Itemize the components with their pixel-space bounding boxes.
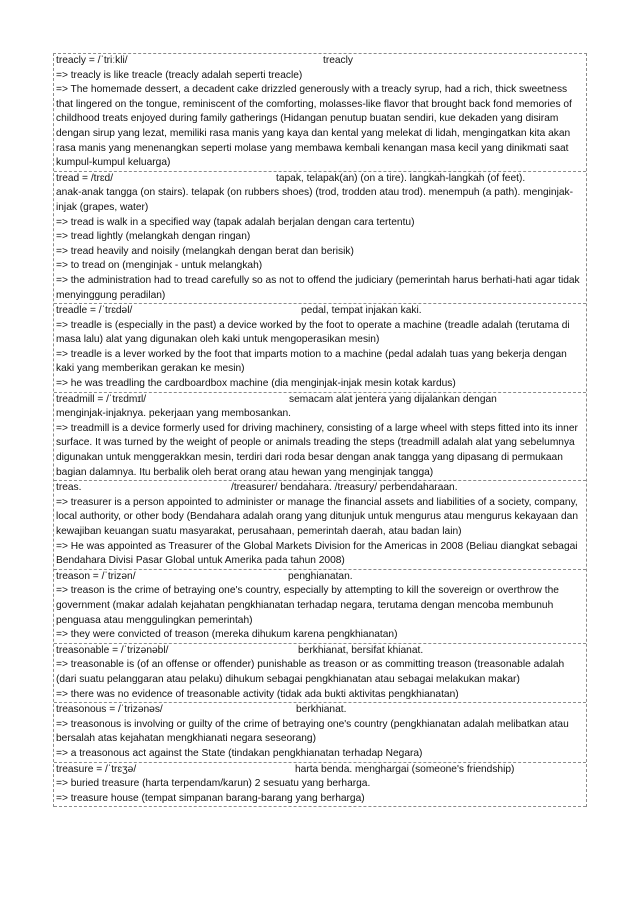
entry-term: treasonous = /ˈtrizənəs/ (56, 704, 163, 716)
entry-definition: /treasurer/ bendahara. /treasury/ perbendaharaan. (231, 482, 458, 494)
entry-header (56, 703, 584, 718)
entry-line: => treasonable is (of an offense or offender) punishable as treason or as committing treason (treasonable adalah (dari suatu pelanggaran atau pelaku) dihukum sebagai pengkhianatan atau sebagai melakukan makar) (56, 659, 565, 685)
entry-treacly (54, 54, 586, 172)
entry-header (56, 172, 584, 187)
entry-line: => tread is walk in a specified way (tapak adalah berjalan dengan cara tertentu) (56, 216, 415, 228)
entry-line: => He was appointed as Treasurer of the Global Markets Division for the Americas in 2008 (Beliau diangkat sebagai Bendahara Divisi Pasar Global untuk Amerika pada tahun 2008) (56, 540, 578, 567)
entry-term: treasure = /ˈtrɛʒə/ (56, 763, 137, 775)
entry-line: => there was no evidence of treasonable activity (tidak ada bukti aktivitas pengkhianatan) (56, 688, 459, 700)
entry-line: => treadle is (especially in the past) a device worked by the foot to operate a machine (treadle adalah (terutama di masa lalu) alat yang digunakan oleh kaki untuk mengoperasikan mesin) (56, 319, 570, 346)
entry-line: menginjak-injaknya. pekerjaan yang membosankan. (56, 408, 292, 420)
entry-treadle (54, 304, 586, 393)
entry-line: => a treasonous act against the State (tindakan pengkhianatan terhadap Negara) (56, 747, 423, 759)
entry-definition: pedal, tempat injakan kaki. (301, 305, 422, 317)
dictionary-document (53, 53, 587, 807)
entry-header (56, 393, 584, 408)
entry-line: => they were convicted of treason (mereka dihukum karena pengkhianatan) (56, 629, 398, 641)
entry-line: => treasure house (tempat simpanan barang-barang yang berharga) (56, 792, 365, 804)
entry-definition: berkhianat. (296, 704, 347, 716)
entry-treadmill (54, 393, 586, 482)
entry-term: tread = /trɛd/ (56, 172, 114, 184)
entry-treasure (54, 763, 586, 808)
entry-line: => treason is the crime of betraying one's country, especially by attempting to kill the sovereign or overthrow the government (makar adalah kejahatan pengkhianatan terhadap negara, terutama dengan mencoba membunuh penguasa atau menggulingkan pemerintah) (56, 585, 559, 626)
entry-header (56, 54, 584, 69)
entry-line: => tread lightly (melangkah dengan ringan) (56, 231, 251, 243)
entry-header (56, 481, 584, 496)
entry-term: treas. (56, 482, 82, 494)
entry-header (56, 570, 584, 585)
entry-line: anak-anak tangga (on stairs). telapak (on rubbers shoes) (trod, trodden atau trod). menempuh (a path). menginjak-injak (grapes, water) (56, 187, 574, 213)
entry-treason (54, 570, 586, 644)
entry-line: => treasonous is involving or guilty of the crime of betraying one's country (pengkhianatan adalah melibatkan atau bersalah atas kejahatan mengkhianati negara seseorang) (56, 718, 569, 745)
entry-line: => to tread on (menginjak - untuk melangkah) (56, 260, 263, 272)
entry-definition: semacam alat jentera yang dijalankan dengan (289, 393, 497, 405)
entry-header (56, 763, 584, 778)
entry-header (56, 304, 584, 319)
entry-line: => he was treadling the cardboardbox machine (dia menginjak-injak mesin kotak kardus) (56, 378, 456, 390)
entry-definition: berkhianat, bersifat khianat. (298, 644, 424, 656)
entry-line: => the administration had to tread carefully so as not to offend the judiciary (pemerintah harus berhati-hati agar tidak menyinggung peradilan) (56, 274, 580, 301)
entry-definition: penghianatan. (288, 570, 353, 582)
entry-treasonous (54, 703, 586, 762)
entry-line: => treasurer is a person appointed to administer or manage the financial assets and liabilities of a society, company, local authority, or other body (Bendahara adalah orang yang ditunjuk untuk mengurus atau mengurus kekayaan dan kewajiban keuangan suatu masyarakat, perusahaan, pemerintah daerah, atau badan lain) (56, 496, 578, 537)
entry-term: treadmill = /ˈtrɛdmɪl/ (56, 393, 147, 405)
entry-line: => buried treasure (harta terpendam/karun) 2 sesuatu yang berharga. (56, 778, 371, 790)
entry-header (56, 644, 584, 659)
entry-line: => The homemade dessert, a decadent cake drizzled generously with a treacly syrup, had a rich, thick sweetness that lingered on the tongue, reminiscent of the comforting, molasses-like flavor that brought back fond memories of childhood treats enjoyed during family gatherings (Hidangan penutup buatan sendiri, kue dekaden yang disiram dengan sirup yang lezat, memiliki rasa manis yang kaya dan kental yang melekat di lidah, mengingatkan kita akan rasa manis yang menenangkan seperti molase yang membawa kembali kenangan masa kecil yang dinikmati saat kumpul-kumpul keluarga) (56, 84, 572, 169)
entry-term: treacly = /ˈtriːkli/ (56, 55, 128, 66)
entry-tread (54, 172, 586, 304)
entry-line: => treacly is like treacle (treacly adalah seperti treacle) (56, 69, 303, 81)
entry-term: treadle = /ˈtrɛdəl/ (56, 305, 133, 317)
entry-treasonable (54, 644, 586, 703)
entry-term: treasonable = /ˈtrizənəbl/ (56, 644, 169, 656)
entry-line: => treadmill is a device formerly used for driving machinery, consisting of a large wheel with steps fitted into its inner surface. It was turned by the weight of people or animals treading the steps (treadmill adalah alat yang sebelumnya digunakan untuk menggerakkan mesin, terdiri dari roda besar dengan anak tangga yang dipasang di permukaan bagian dalamnya. Itu berbalik oleh berat orang atau hewan yang menginjak tangga) (56, 422, 578, 478)
entry-treas (54, 481, 586, 570)
entry-definition: treacly (323, 55, 354, 66)
entry-definition: tapak, telapak(an) (on a tire). langkah-langkah (of feet). (276, 172, 526, 184)
entry-line: => tread heavily and noisily (melangkah dengan berat dan berisik) (56, 245, 354, 257)
entry-term: treason = /ˈtrizən/ (56, 570, 136, 582)
entry-definition: harta benda. menghargai (someone's friendship) (295, 763, 515, 775)
entry-line: => treadle is a lever worked by the foot that imparts motion to a machine (pedal adalah tuas yang bekerja dengan kaki yang memberikan gerakan ke mesin) (56, 348, 567, 375)
